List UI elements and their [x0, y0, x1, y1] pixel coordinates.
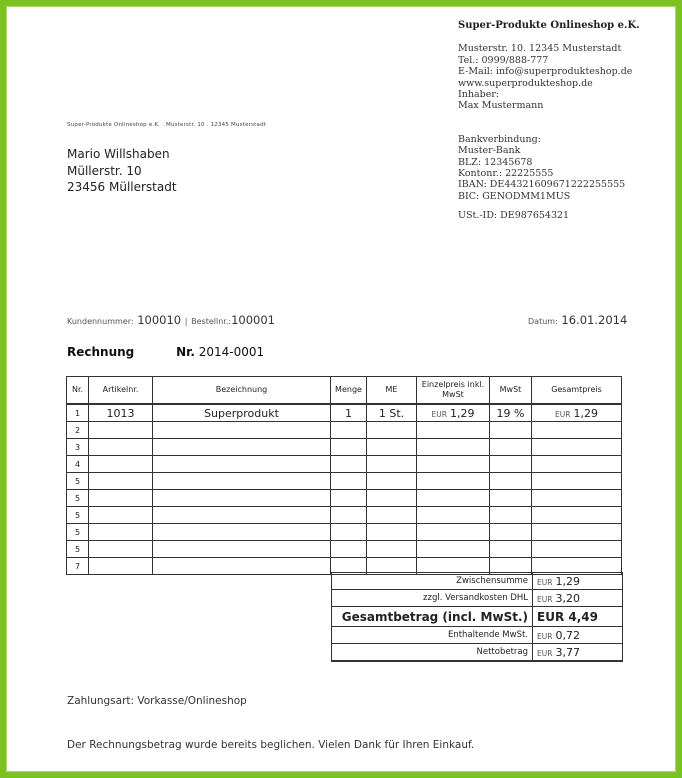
- net-label: Nettobetrag: [332, 644, 533, 662]
- row-nr: 5: [67, 524, 89, 541]
- row-total: EUR 1,29: [532, 404, 622, 422]
- row-nr: 2: [67, 422, 89, 439]
- invoice-label: Rechnung: [67, 345, 135, 359]
- row-unit-price: EUR 1,29: [417, 404, 490, 422]
- header-unit: ME: [367, 377, 417, 405]
- shipping-label: zzgl. Versandkosten DHL: [332, 590, 533, 607]
- table-row: [67, 456, 622, 473]
- subtotal-row: [332, 573, 623, 590]
- row-unit: 1 St.: [367, 404, 417, 422]
- table-row: [67, 439, 622, 456]
- header-total: Gesamtpreis: [532, 377, 622, 405]
- customer-number: 100010: [137, 313, 182, 327]
- subtotal-value: EUR 1,29: [533, 573, 623, 590]
- row-nr: 4: [67, 456, 89, 473]
- row-description: Superprodukt: [153, 404, 331, 422]
- row-vat: 19 %: [490, 404, 532, 422]
- row-nr: 5: [67, 507, 89, 524]
- bank-name: Muster-Bank: [458, 145, 521, 157]
- bank-label: Bankverbindung:: [458, 133, 541, 145]
- table-row: [67, 422, 622, 439]
- company-address: Musterstr. 10. 12345 Musterstadt: [458, 43, 622, 55]
- vat-label: Enthaltende MwSt.: [332, 627, 533, 644]
- date-value: 16.01.2014: [561, 313, 628, 327]
- shipping-row: [332, 590, 623, 607]
- shipping-value: EUR 3,20: [533, 590, 623, 607]
- row-nr: 1: [67, 404, 89, 422]
- owner-label: Inhaber:: [458, 89, 500, 101]
- table-row: [67, 524, 622, 541]
- recipient-street: Müllerstr. 10: [67, 163, 142, 178]
- recipient-address: [67, 146, 177, 196]
- company-email: E-Mail: info@superproduktеshop.de: [458, 66, 633, 78]
- grand-total-row: [332, 607, 623, 627]
- vat-id: USt.-ID: DE987654321: [458, 210, 570, 222]
- vat-row: [332, 627, 623, 644]
- table-row: [67, 404, 622, 422]
- row-nr: 5: [67, 490, 89, 507]
- totals-table: [331, 572, 623, 662]
- invoice-date: [528, 313, 627, 327]
- header-description: Bezeichnung: [153, 377, 331, 405]
- thank-you-note: Der Rechnungsbetrag wurde bereits beglichen. Vielen Dank für Ihren Einkauf.: [67, 739, 475, 751]
- reference-line: [67, 313, 275, 327]
- table-row: [67, 541, 622, 558]
- header-unit-price: Einzelpreis inkl. MwSt: [417, 377, 490, 405]
- net-value: EUR 3,77: [533, 644, 623, 662]
- row-nr: 5: [67, 473, 89, 490]
- company-web: www.superproduktеshop.de: [458, 77, 593, 89]
- invoice-number: 2014-0001: [198, 345, 265, 359]
- order-number: 100001: [231, 313, 275, 327]
- table-row: [67, 490, 622, 507]
- recipient-name: Mario Willshaben: [67, 147, 170, 161]
- date-label: Datum:: [528, 317, 558, 326]
- table-header-row: [67, 377, 622, 405]
- owner-name: Max Mustermann: [458, 100, 544, 112]
- customer-number-label: Kundennummer:: [67, 317, 134, 326]
- bank-iban: IBAN: DE44321609671222255555: [458, 179, 626, 191]
- invoice-number-label: Nr.: [176, 345, 195, 359]
- bank-bic: BIC: GENODMM1MUS: [458, 190, 571, 202]
- invoice-title: [67, 345, 264, 359]
- vat-value: EUR 0,72: [533, 627, 623, 644]
- company-phone: Tel.: 0999/888-777: [458, 54, 549, 66]
- items-table: [66, 376, 622, 575]
- row-quantity: 1: [331, 404, 367, 422]
- ref-separator: |: [184, 317, 188, 326]
- grand-total-label: Gesamtbetrag (incl. MwSt.): [332, 607, 533, 627]
- header-article: Artikelnr.: [89, 377, 153, 405]
- payment-method: Zahlungsart: Vorkasse/Onlineshop: [67, 695, 247, 707]
- sender-return-line: Super-Produkte Onlineshop e.K. . Musterstr. 10 . 12345 Musterstadt: [67, 122, 267, 128]
- table-row: [67, 507, 622, 524]
- row-nr: 5: [67, 541, 89, 558]
- net-row: [332, 644, 623, 662]
- header-nr: Nr.: [67, 377, 89, 405]
- grand-total-value: EUR 4,49: [533, 607, 623, 627]
- bank-konto: Kontonr.: 22225555: [458, 168, 554, 180]
- row-nr: 3: [67, 439, 89, 456]
- header-quantity: Menge: [331, 377, 367, 405]
- company-name: Super-Produkte Onlineshop e.K.: [458, 20, 640, 31]
- order-number-label: Bestellnr.:: [191, 317, 232, 326]
- currency-label: EUR: [555, 409, 571, 419]
- sender-info: [458, 20, 640, 222]
- currency-label: EUR: [431, 409, 447, 419]
- recipient-city: 23456 Müllerstadt: [67, 180, 177, 194]
- row-article: 1013: [89, 404, 153, 422]
- table-row: [67, 473, 622, 490]
- subtotal-label: Zwischensumme: [332, 573, 533, 590]
- row-nr: 7: [67, 558, 89, 575]
- bank-blz: BLZ: 12345678: [458, 156, 533, 168]
- header-vat: MwSt: [490, 377, 532, 405]
